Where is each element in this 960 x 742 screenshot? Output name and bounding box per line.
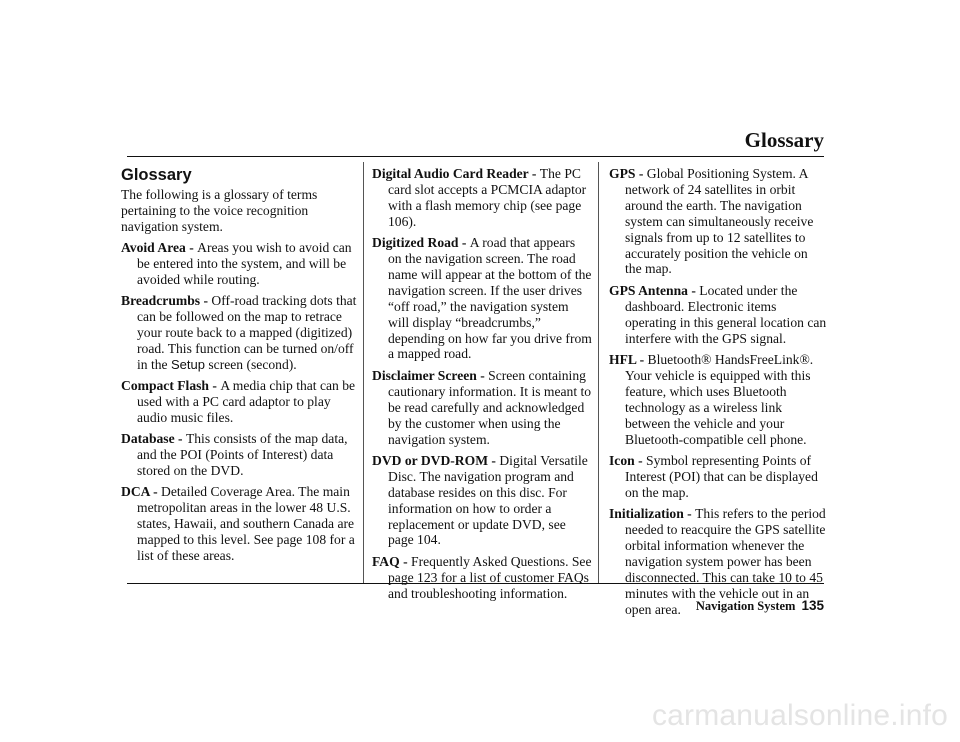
- glossary-term: Avoid Area -: [121, 239, 198, 255]
- glossary-definition: screen (second).: [204, 356, 297, 372]
- glossary-term: GPS -: [609, 166, 647, 181]
- watermark-text: carmanualsonline.info: [651, 699, 948, 732]
- glossary-definition: Bluetooth® HandsFreeLink®. Your vehicle is equipped with this feature, which uses Bluetooth technology as a wireless link between the vehicle and your Bluetooth-compatible cell phone.: [625, 351, 814, 447]
- page-footer: [696, 599, 824, 613]
- glossary-term: Breadcrumbs -: [121, 292, 212, 308]
- glossary-entry: [609, 352, 827, 447]
- page-header-title: Glossary: [744, 128, 824, 152]
- glossary-entry: [372, 554, 592, 602]
- glossary-entry: [609, 453, 827, 501]
- glossary-term: Disclaimer Screen -: [372, 367, 489, 383]
- column-divider: [598, 162, 599, 584]
- glossary-definition: Areas you wish to avoid can be entered into the system, and will be avoided while routing.: [137, 239, 352, 287]
- page-number: 135: [801, 598, 824, 613]
- glossary-definition: A media chip that can be used with a PC card adaptor to play audio music files.: [137, 377, 356, 425]
- intro-paragraph: The following is a glossary of terms pertaining to the voice recognition navigation system.: [121, 187, 318, 234]
- glossary-definition: The PC card slot accepts a PCMCIA adaptor with a flash memory chip (see page 106).: [388, 166, 587, 229]
- column-divider: [363, 162, 364, 584]
- header-rule: [127, 156, 824, 157]
- setup-screen-name: Setup: [170, 356, 205, 372]
- section-title: Glossary: [121, 166, 192, 184]
- glossary-term: Digitized Road -: [372, 235, 470, 251]
- glossary-entry: [372, 368, 592, 448]
- footer-label: Navigation System: [695, 599, 796, 613]
- footer-rule: [127, 583, 824, 584]
- glossary-definition: Symbol representing Points of Interest (POI) that can be displayed on the map.: [625, 452, 818, 500]
- glossary-entry: [372, 235, 592, 362]
- glossary-definition: Global Positioning System. A network of 24 satellites in orbit around the earth. The navigation system can simultaneously receive signals from up to 12 satellites to accurately position the vehicle on the map.: [625, 166, 814, 277]
- glossary-term: DCA -: [121, 484, 162, 500]
- glossary-term: HFL -: [609, 351, 648, 367]
- glossary-entry: [609, 283, 827, 347]
- column-2: [372, 166, 592, 607]
- glossary-term: Initialization -: [609, 506, 696, 522]
- glossary-term: Compact Flash -: [121, 377, 221, 393]
- glossary-definition: Digital Versatile Disc. The navigation program and database resides on this disc. For information on how to order a replacement or update DVD, see page 104.: [388, 452, 588, 548]
- glossary-term: Digital Audio Card Reader -: [372, 166, 540, 181]
- glossary-term: DVD or DVD-ROM -: [372, 452, 500, 468]
- glossary-entry: [121, 484, 357, 564]
- glossary-definition: This consists of the map data, and the POI (Points of Interest) data stored on the DVD.: [137, 431, 348, 478]
- glossary-entry: [609, 166, 827, 277]
- glossary-term: GPS Antenna -: [609, 282, 700, 298]
- glossary-definition: Located under the dashboard. Electronic items operating in this general location can interfere with the GPS signal.: [625, 282, 827, 346]
- glossary-entry: [372, 166, 592, 230]
- glossary-definition: Detailed Coverage Area. The main metropolitan areas in the lower 48 U.S. states, Hawaii, and southern Canada are mapped to this level. See page 108 for a list of these areas.: [137, 484, 355, 564]
- glossary-term: Database -: [121, 431, 186, 447]
- glossary-entry: [372, 453, 592, 548]
- glossary-definition: A road that appears on the navigation screen. The road name will appear at the bottom of the navigation screen. If the user drives “off road,” the navigation system will display “breadcrumbs,” depending on how far you drive from a mapped road.: [388, 235, 592, 362]
- glossary-definition: This refers to the period needed to reacquire the GPS satellite orbital information whenever the navigation system power has been disconnected. This can take 10 to 45 minutes with the vehicle out in an open area.: [625, 506, 826, 617]
- glossary-entry: [121, 240, 357, 288]
- glossary-term: FAQ -: [372, 553, 412, 569]
- column-3: [609, 166, 827, 623]
- glossary-definition: Off-road tracking dots that can be followed on the map to retrace your route back to a mapped (digitized) road. This function can be turned on/off in the: [137, 292, 357, 372]
- glossary-definition: Frequently Asked Questions. See page 123 for a list of customer FAQs and troubleshooting information.: [388, 553, 592, 601]
- glossary-definition: Screen containing cautionary information. It is meant to be read carefully and acknowledged by the customer when using the navigation system.: [388, 367, 592, 447]
- glossary-term: Icon -: [609, 452, 647, 468]
- glossary-entry: [121, 431, 357, 479]
- glossary-entry: [121, 378, 357, 426]
- glossary-entry: [121, 293, 357, 373]
- column-1: [121, 166, 357, 569]
